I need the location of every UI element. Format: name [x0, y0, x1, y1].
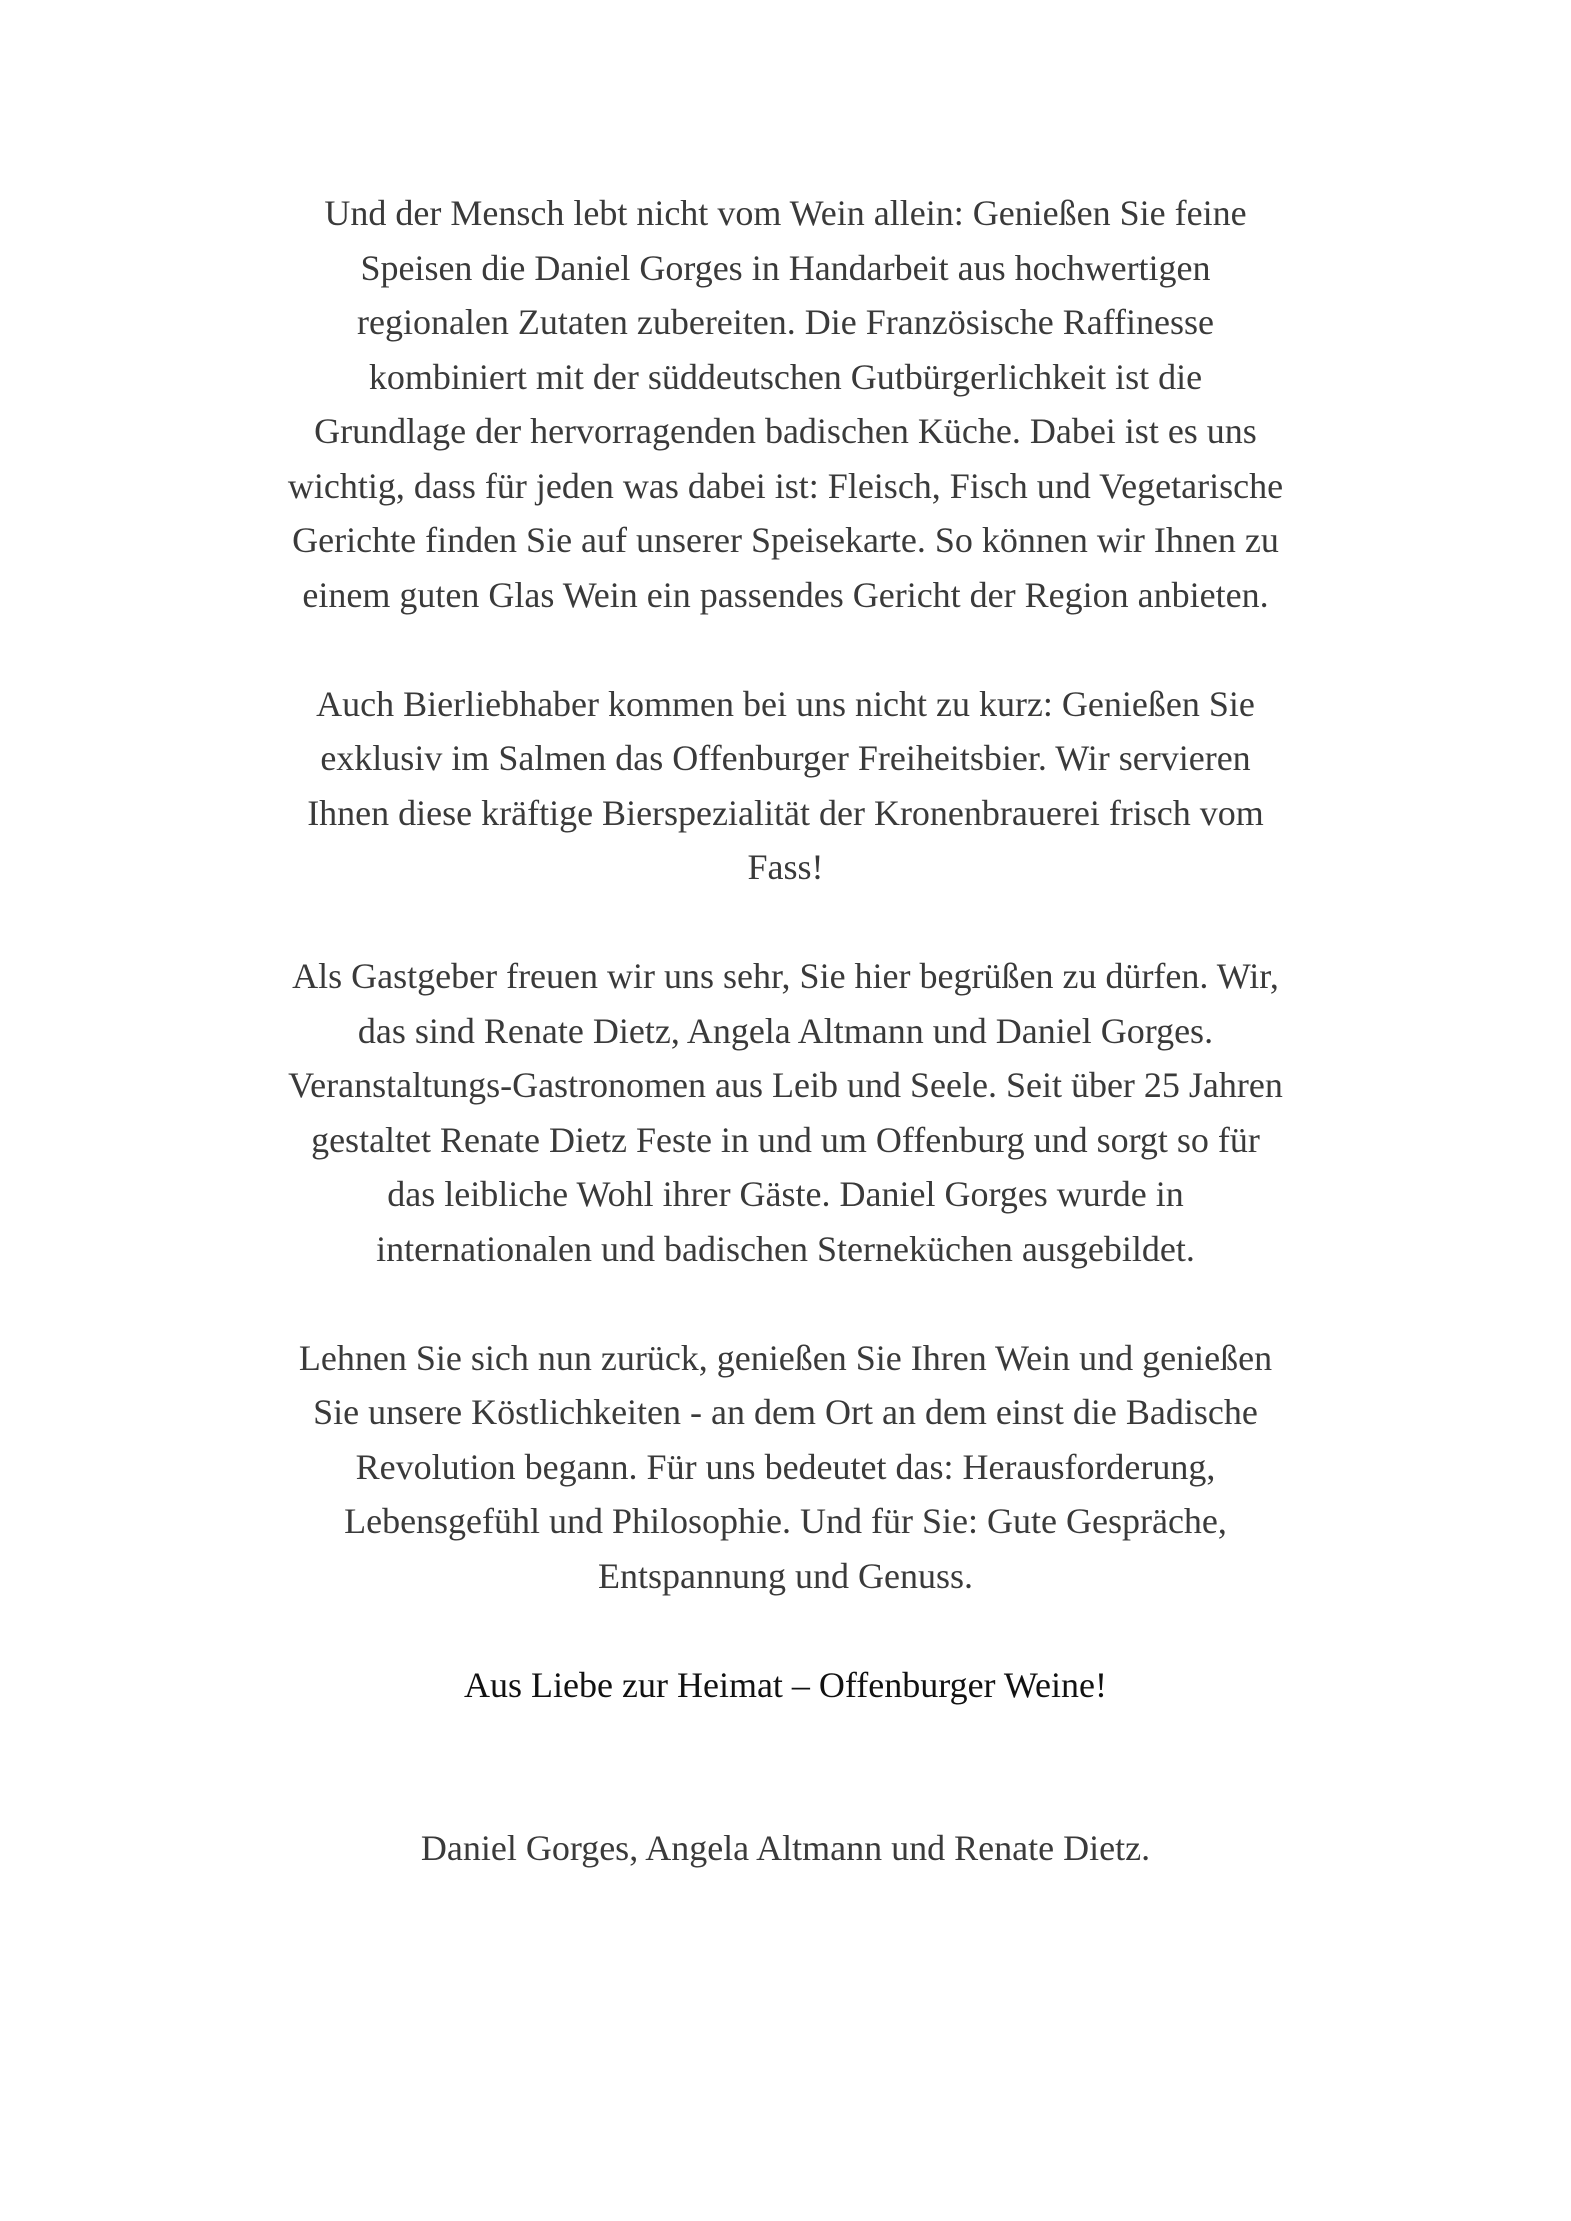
paragraph-line: Lehnen Sie sich nun zurück, genießen Sie Ihren Wein und genießen — [298, 1337, 1273, 1378]
motto-text: Aus Liebe zur Heimat – Offenburger Weine! — [464, 1664, 1107, 1705]
paragraph-line: Sie unsere Köstlichkeiten - an dem Ort an dem einst die Badische — [313, 1392, 1258, 1432]
paragraph-line: Revolution begann. Für uns bedeutet das: Herausforderung, — [355, 1446, 1216, 1487]
paragraph-spacer — [150, 895, 1421, 950]
paragraph-spacer — [150, 1712, 1421, 1821]
paragraph-line: Grundlage der hervorragenden badischen Küche. Dabei ist es uns — [314, 411, 1257, 451]
paragraph-line: exklusiv im Salmen das Offenburger Freiheitsbier. Wir servieren — [320, 738, 1251, 778]
paragraph-line: Veranstaltungs-Gastronomen aus Leib und Seele. Seit über 25 Jahren — [288, 1065, 1283, 1105]
paragraph-line: Gerichte finden Sie auf unserer Speisekarte. So können wir Ihnen zu — [292, 520, 1279, 560]
paragraph-line: das leibliche Wohl ihrer Gäste. Daniel Gorges wurde in — [387, 1174, 1184, 1214]
paragraph-line: Lebensgefühl und Philosophie. Und für Sie: Gute Gespräche, — [344, 1501, 1227, 1541]
paragraph-closing — [150, 1331, 1421, 1604]
paragraph-line: einem guten Glas Wein ein passendes Gericht der Region anbieten. — [302, 574, 1269, 615]
signature — [150, 1821, 1421, 1876]
paragraph-line: Ihnen diese kräftige Bierspezialität der Kronenbrauerei frisch vom — [307, 792, 1264, 833]
paragraph-line: Entspannung und Genuss. — [598, 1555, 973, 1596]
paragraph-spacer — [150, 622, 1421, 677]
paragraph-line: Fass! — [747, 847, 824, 887]
paragraph-line: wichtig, dass für jeden was dabei ist: Fleisch, Fisch und Vegetarische — [287, 465, 1284, 506]
paragraph-line: kombiniert mit der süddeutschen Gutbürgerlichkeit ist die — [368, 356, 1203, 397]
paragraph-spacer — [150, 1276, 1421, 1331]
paragraph-cuisine — [150, 186, 1421, 622]
motto — [150, 1658, 1421, 1713]
paragraph-hosts — [150, 949, 1421, 1276]
paragraph-line: Als Gastgeber freuen wir uns sehr, Sie hier begrüßen zu dürfen. Wir, — [292, 956, 1279, 996]
paragraph-line: Auch Bierliebhaber kommen bei uns nicht zu kurz: Genießen Sie — [316, 683, 1255, 724]
paragraph-line: Und der Mensch lebt nicht vom Wein allein: Genießen Sie feine — [324, 193, 1247, 233]
paragraph-line: regionalen Zutaten zubereiten. Die Französische Raffinesse — [356, 302, 1214, 342]
paragraph-line: Speisen die Daniel Gorges in Handarbeit aus hochwertigen — [360, 247, 1211, 288]
letter-body — [150, 186, 1421, 1876]
paragraph-line: gestaltet Renate Dietz Feste in und um Offenburg und sorgt so für — [311, 1119, 1260, 1160]
paragraph-line: internationalen und badischen Sterneküchen ausgebildet. — [376, 1228, 1195, 1269]
paragraph-spacer — [150, 1603, 1421, 1658]
paragraph-line: das sind Renate Dietz, Angela Altmann und Daniel Gorges. — [357, 1010, 1214, 1051]
signature-text: Daniel Gorges, Angela Altmann und Renate Dietz. — [420, 1828, 1151, 1868]
paragraph-beer — [150, 677, 1421, 895]
